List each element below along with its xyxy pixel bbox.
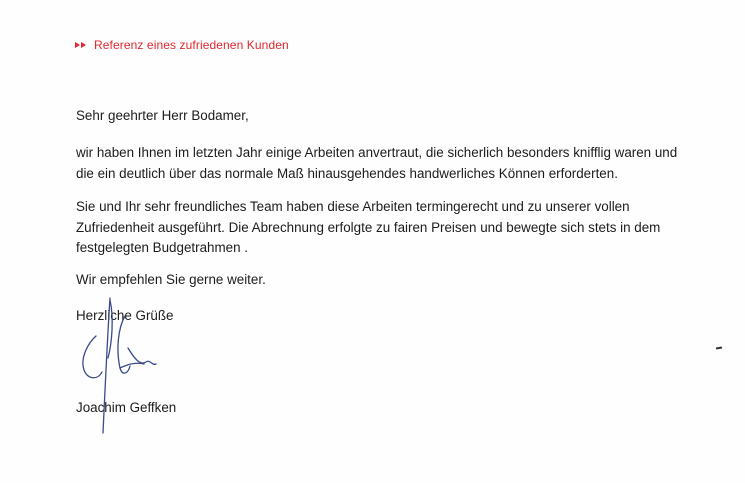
paragraph-2-line: festgelegten Budgetrahmen . [76,240,248,255]
recommendation: Wir empfehlen Sie gerne weiter. [76,272,266,287]
paragraph-2-line: Zufriedenheit ausgeführt. Die Abrechnung erfolgte zu fairen Preisen und bewegte sich stets in dem [76,219,661,235]
handwritten-signature [70,288,170,438]
closing: Herzliche Grüße [76,308,174,323]
paragraph-2-line: Sie und Ihr sehr freundliches Team haben diese Arbeiten termingerecht und zu unserer vollen [76,199,630,214]
paragraph-2 [76,197,660,259]
paragraph-1-line: die ein deutlich über das normale Maß hinausgehendes handwerliches Können erforderten. [76,165,618,181]
salutation: Sehr geehrter Herr Bodamer, [76,108,249,123]
signer-name: Joachim Geffken [76,400,177,415]
double-triangle-right-icon [75,42,86,48]
paragraph-1 [76,143,677,184]
scan-speck [716,346,722,349]
letter-header [75,38,289,52]
paragraph-1-line: wir haben Ihnen im letzten Jahr einige Arbeiten anvertraut, die sicherlich besonders knifflig waren und [76,145,678,160]
header-title: Referenz eines zufriedenen Kunden [94,38,289,52]
